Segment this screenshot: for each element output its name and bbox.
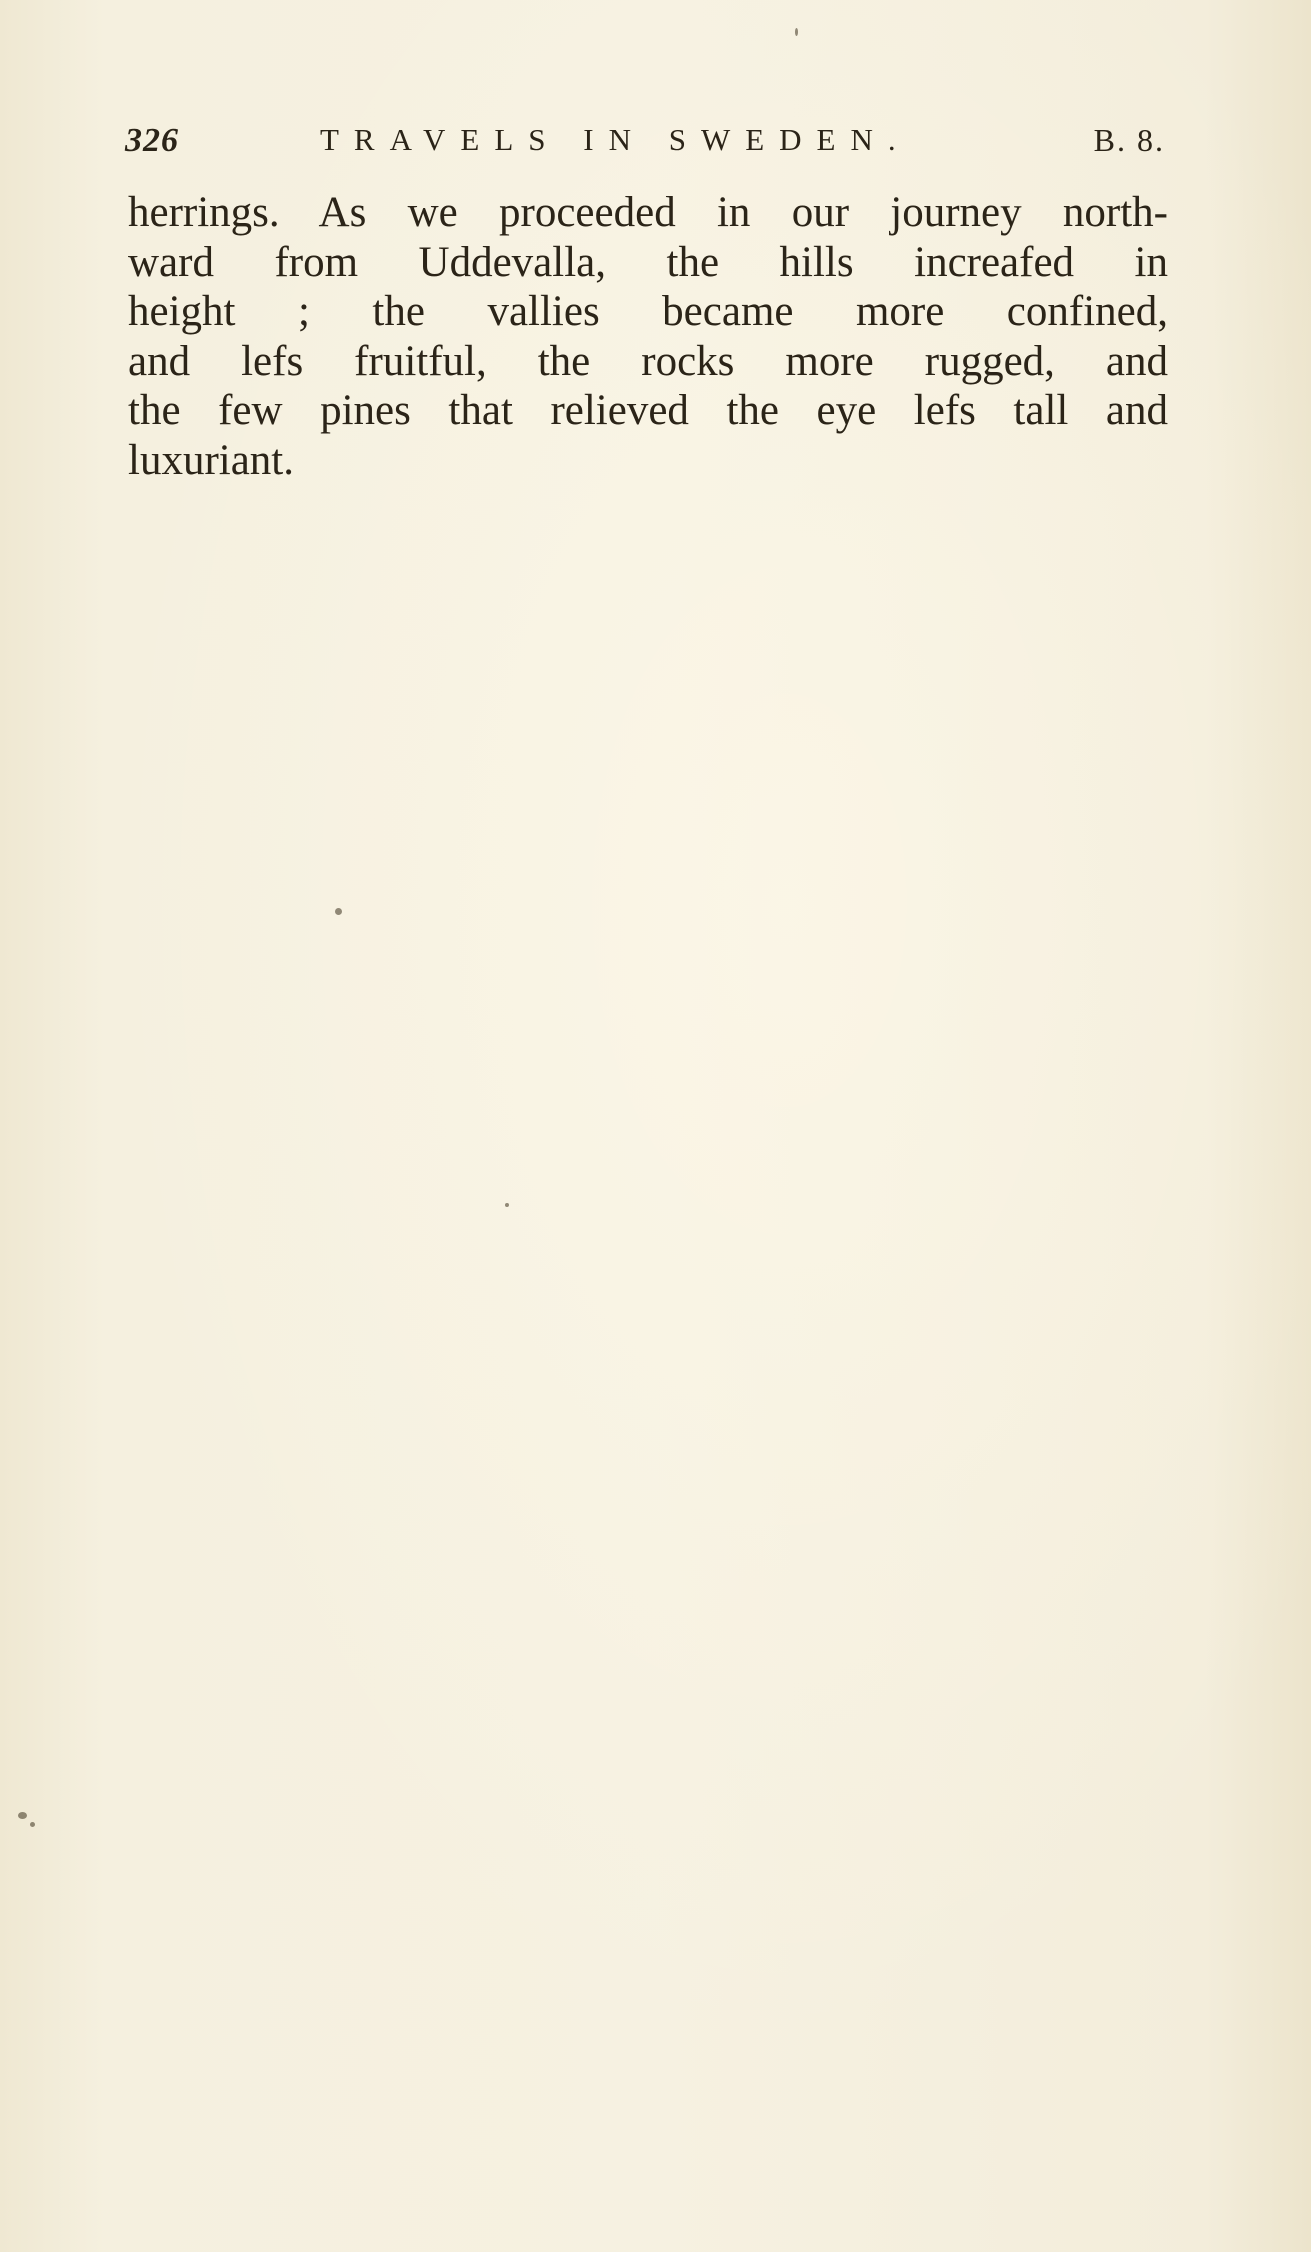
text-line: height ; the vallies became more confined, bbox=[128, 288, 1168, 335]
page-number: 326 bbox=[125, 122, 179, 159]
ink-speck bbox=[505, 1203, 509, 1207]
signature-mark: B. 8. bbox=[1093, 122, 1165, 158]
ink-speck bbox=[335, 908, 342, 915]
text-line: luxuriant. bbox=[128, 436, 294, 484]
ink-speck bbox=[795, 28, 798, 36]
ink-speck bbox=[30, 1822, 35, 1827]
text-line: herrings. As we proceeded in our journey north- bbox=[128, 189, 1168, 236]
ink-speck bbox=[18, 1812, 27, 1819]
body-paragraph bbox=[128, 188, 1168, 485]
text-line: and lefs fruitful, the rocks more rugged, and bbox=[128, 337, 1168, 385]
text-line: the few pines that relieved the eye lefs tall and bbox=[128, 387, 1168, 434]
running-title: TRAVELS IN SWEDEN. bbox=[320, 122, 911, 157]
running-head bbox=[125, 122, 1165, 172]
text-line: ward from Uddevalla, the hills increafed in bbox=[128, 238, 1168, 286]
show-through-texture bbox=[150, 560, 1160, 1120]
